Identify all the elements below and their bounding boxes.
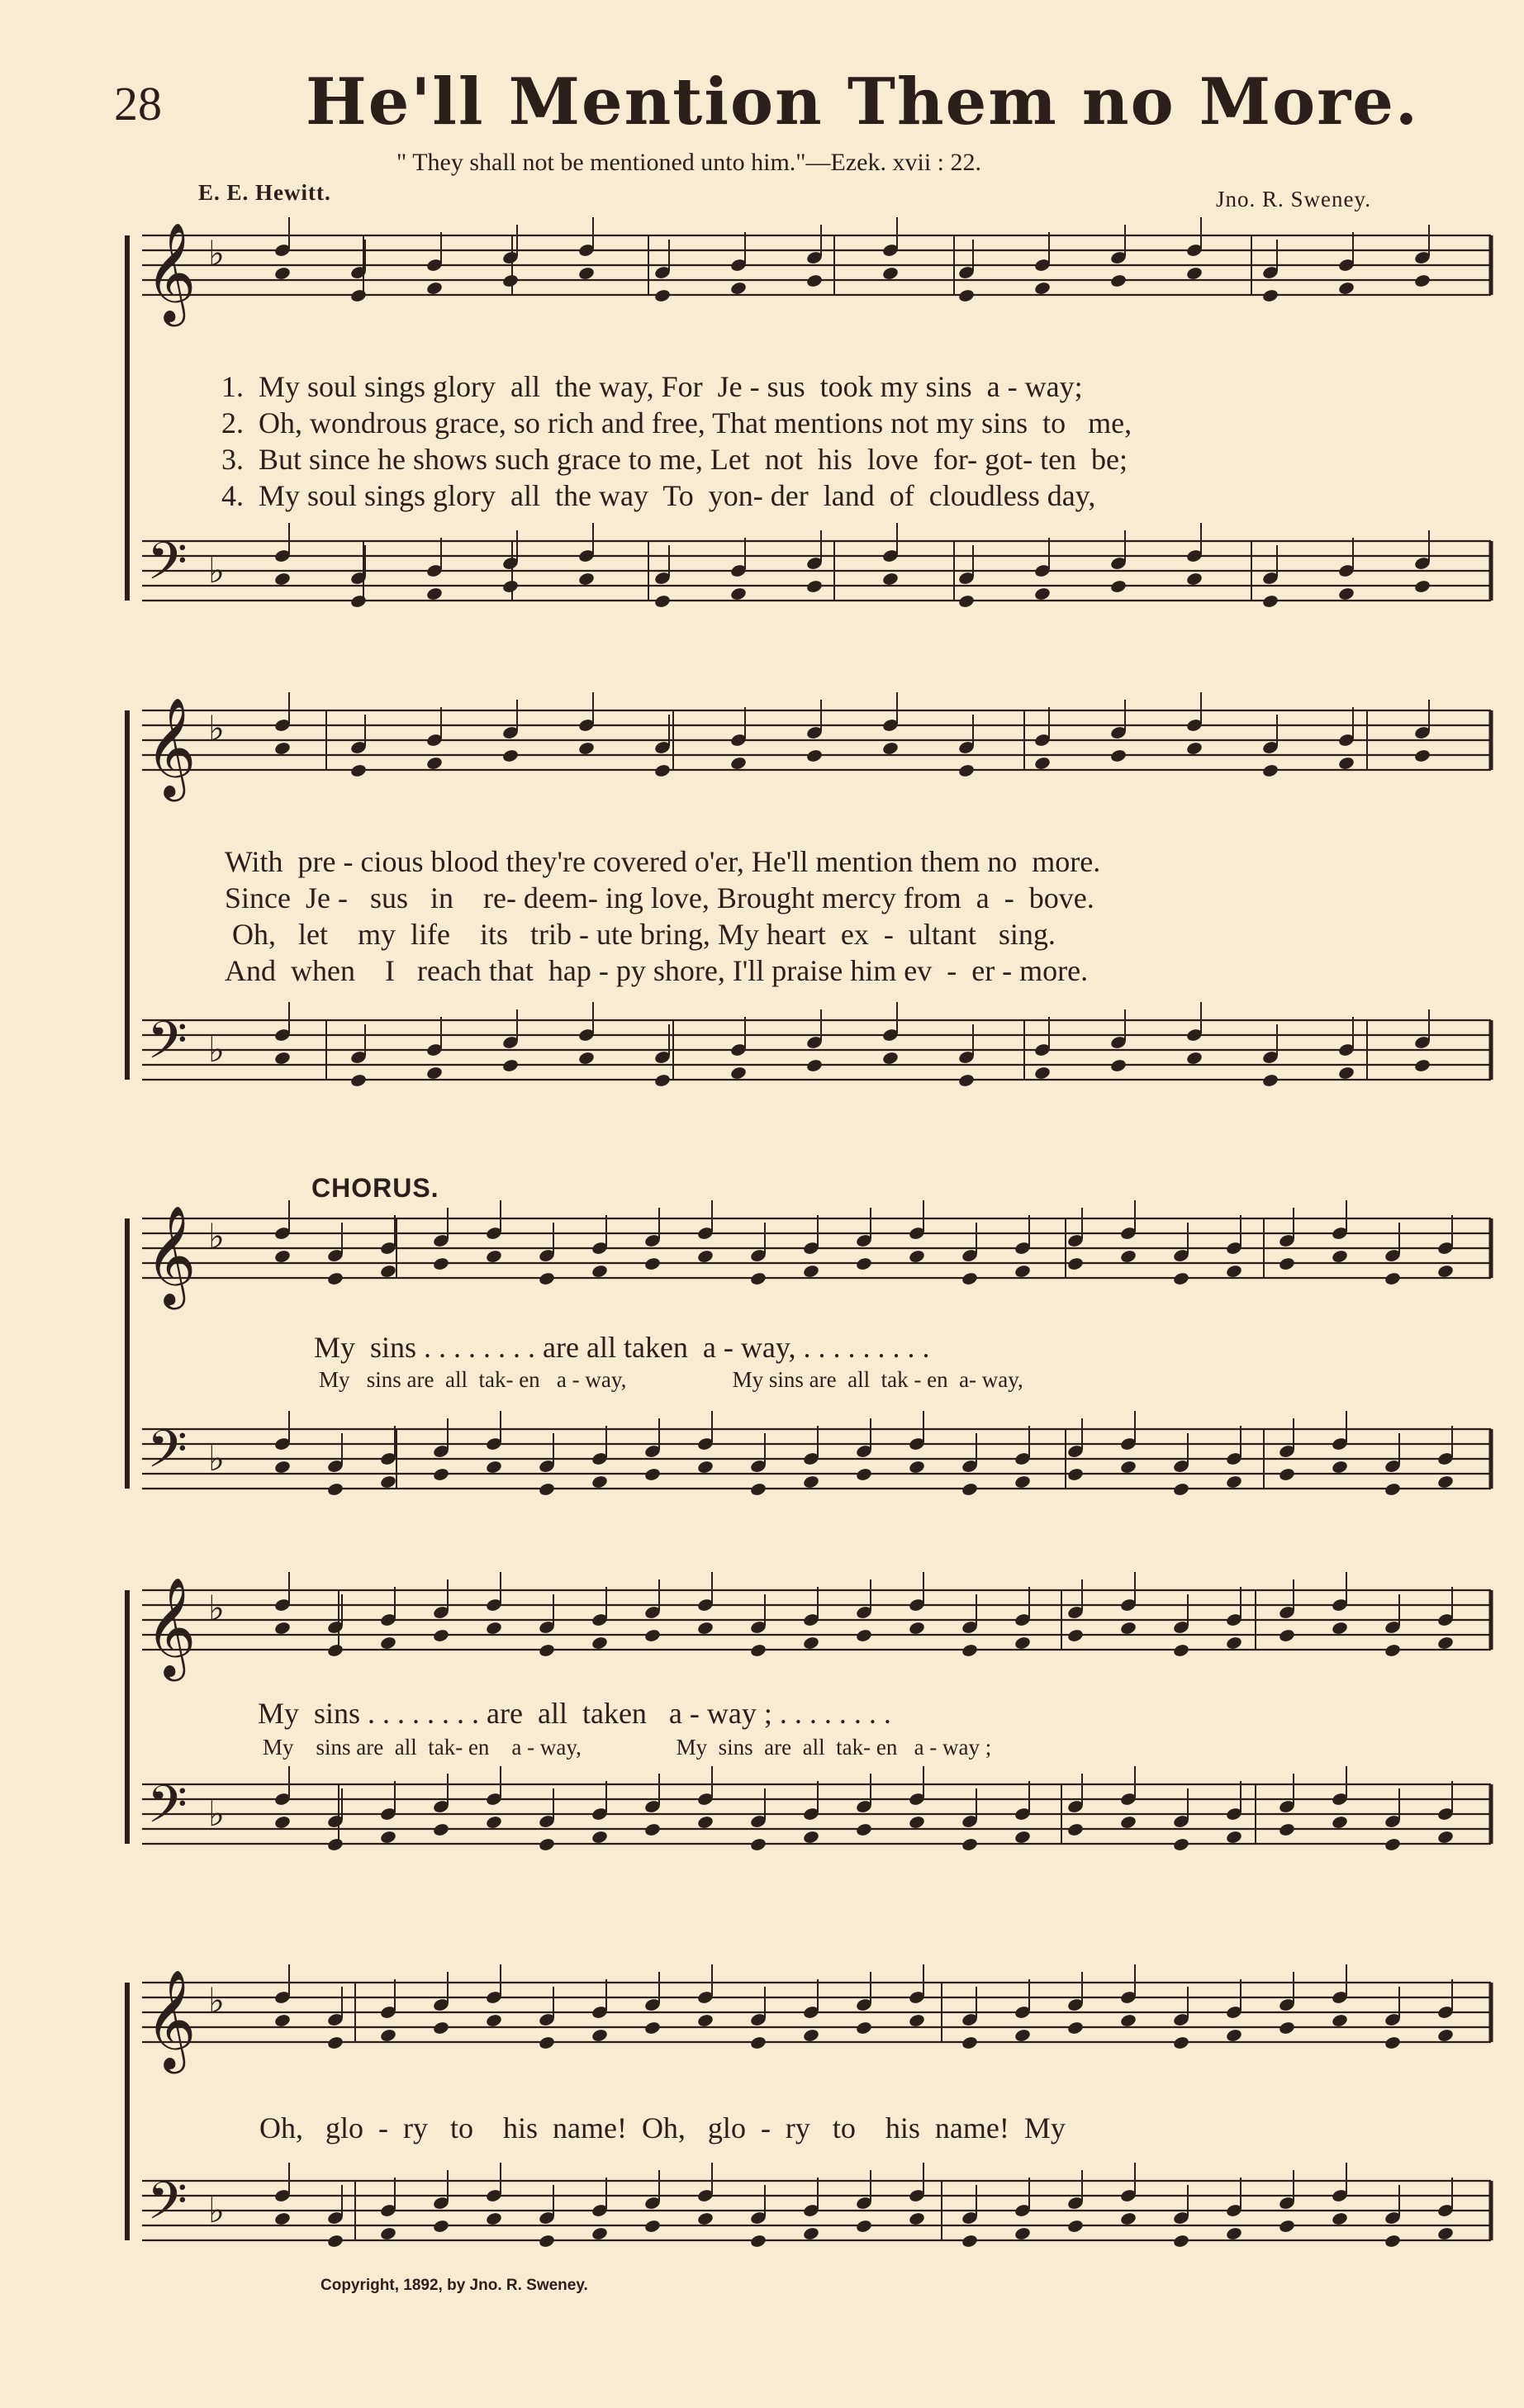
note-head [1436, 1830, 1454, 1845]
note-head [432, 1467, 449, 1482]
note-head [273, 2211, 291, 2226]
note-head [432, 2021, 449, 2035]
note-head [1331, 1249, 1348, 1264]
note-head [1014, 1636, 1031, 1650]
note-head [696, 1460, 714, 1475]
note-head [643, 1822, 661, 1837]
note-head [379, 1830, 396, 1845]
note-head [653, 763, 671, 778]
note-head [749, 1837, 767, 1852]
note-head [1331, 2013, 1348, 2028]
flat-icon: ♭ [208, 1216, 225, 1256]
note-head [485, 2211, 502, 2226]
note-head [881, 266, 899, 281]
note-head [273, 1621, 291, 1636]
chorus-line-2: My sins . . . . . . . . are all taken a - way ; . . . . . . . . [258, 1697, 891, 1730]
note-head [1109, 748, 1127, 763]
note-head [501, 748, 519, 763]
note-head [432, 1822, 449, 1837]
note-head [1384, 1837, 1401, 1852]
note-head [379, 2028, 396, 2043]
note-head [1413, 579, 1431, 594]
note-head [1261, 763, 1279, 778]
note-head [908, 1621, 925, 1636]
page-number: 28 [114, 77, 162, 131]
note-head [1337, 756, 1355, 771]
note-head [1066, 1628, 1084, 1643]
verse-2-line-2: Since Je - sus in re- deem- ing love, Brought mercy from a - bove. [225, 881, 1094, 914]
note-head [1033, 1066, 1051, 1081]
chorus-line-1-echo: My sins are all tak- en a - way, My sins are all tak - en a- way, [319, 1367, 1023, 1392]
note-head [1185, 572, 1203, 587]
note-head [961, 1643, 978, 1658]
note-head [1066, 1256, 1084, 1271]
note-head [749, 1482, 767, 1497]
verse-1-line-2: With pre - cious blood they're covered o'er, He'll mention them no more. [225, 845, 1101, 878]
note-head [881, 741, 899, 756]
note-head [1014, 1830, 1031, 1845]
note-head [1413, 1058, 1431, 1073]
note-head [577, 572, 595, 587]
note-head [855, 2021, 872, 2035]
note-head [961, 2234, 978, 2249]
note-head [957, 1073, 975, 1088]
flat-icon: ♭ [208, 550, 225, 591]
note-head [1185, 266, 1203, 281]
note-head [1172, 2234, 1189, 2249]
note-head [1331, 1460, 1348, 1475]
note-head [1119, 2013, 1137, 2028]
note-head [749, 2035, 767, 2050]
note-head [1185, 741, 1203, 756]
note-head [1278, 1628, 1295, 1643]
note-head [1119, 2211, 1137, 2226]
verse-4-line-2: And when I reach that hap - py shore, I'll praise him ev - er - more. [225, 954, 1089, 987]
flat-icon: ♭ [208, 1980, 225, 2021]
note-head [1185, 1051, 1203, 1066]
note-head [908, 2211, 925, 2226]
flat-icon: ♭ [208, 1793, 225, 1834]
note-head [802, 2226, 819, 2241]
note-head [749, 2234, 767, 2249]
note-head [577, 266, 595, 281]
note-head [379, 2226, 396, 2241]
note-head [957, 594, 975, 609]
note-head [1066, 1467, 1084, 1482]
note-head [538, 2234, 555, 2249]
note-head [379, 1636, 396, 1650]
note-head [1436, 1475, 1454, 1489]
treble-clef-icon: 𝄞 [145, 1576, 197, 1677]
note-head [349, 1073, 367, 1088]
lyricist-credit: E. E. Hewitt. [198, 180, 331, 205]
note-head [1436, 1264, 1454, 1279]
note-head [908, 1460, 925, 1475]
note-head [1278, 2021, 1295, 2035]
note-head [1331, 2211, 1348, 2226]
note-head [855, 1467, 872, 1482]
note-head [643, 1256, 661, 1271]
note-head [1172, 1482, 1189, 1497]
flat-icon: ♭ [208, 233, 225, 273]
note-head [1384, 1482, 1401, 1497]
note-head [349, 763, 367, 778]
chorus-label: CHORUS. [311, 1173, 439, 1203]
note-head [577, 741, 595, 756]
note-head [1033, 587, 1051, 601]
treble-clef-icon: 𝄞 [145, 1204, 197, 1305]
note-head [1337, 587, 1355, 601]
note-head [485, 1460, 502, 1475]
note-head [957, 288, 975, 303]
note-head [485, 1249, 502, 1264]
flat-icon: ♭ [208, 1588, 225, 1628]
note-head [729, 587, 747, 601]
note-head [1225, 2226, 1242, 2241]
note-head [749, 1271, 767, 1286]
note-head [1278, 1467, 1295, 1482]
note-head [485, 1815, 502, 1830]
scripture-epigraph: " They shall not be mentioned unto him."—Ezek. xvii : 22. [396, 149, 982, 176]
flat-icon: ♭ [208, 1438, 225, 1479]
note-head [591, 1475, 608, 1489]
note-head [908, 1249, 925, 1264]
note-head [1014, 1475, 1031, 1489]
note-head [1413, 273, 1431, 288]
note-head [643, 1628, 661, 1643]
note-head [425, 281, 443, 296]
note-head [349, 594, 367, 609]
note-head [653, 594, 671, 609]
flat-icon: ♭ [208, 708, 225, 748]
note-head [1225, 2028, 1242, 2043]
note-head [432, 1628, 449, 1643]
note-head [1278, 2219, 1295, 2234]
note-head [577, 1051, 595, 1066]
note-head [1384, 2234, 1401, 2249]
note-head [326, 2234, 344, 2249]
note-head [1014, 2028, 1031, 2043]
verse-3-line-1: 3. But since he shows such grace to me, Let not his love for- got- ten be; [221, 443, 1128, 476]
note-head [1119, 1249, 1137, 1264]
note-head [501, 1058, 519, 1073]
note-head [425, 1066, 443, 1081]
note-head [961, 1837, 978, 1852]
flat-icon: ♭ [208, 2190, 225, 2230]
note-head [1172, 1837, 1189, 1852]
note-head [696, 1621, 714, 1636]
note-head [805, 1058, 823, 1073]
treble-clef-icon: 𝄞 [145, 221, 197, 322]
note-head [273, 2013, 291, 2028]
note-head [696, 2211, 714, 2226]
note-head [653, 1073, 671, 1088]
note-head [1225, 1830, 1242, 1845]
note-head [1337, 1066, 1355, 1081]
note-head [805, 748, 823, 763]
note-head [538, 1643, 555, 1658]
composer-credit: Jno. R. Sweney. [1216, 187, 1371, 211]
note-head [1119, 1815, 1137, 1830]
note-head [538, 2035, 555, 2050]
note-head [855, 1822, 872, 1837]
verse-4-line-1: 4. My soul sings glory all the way To yon- der land of cloudless day, [221, 479, 1096, 512]
hymn-title: He'll Mention Them no More. [306, 64, 1420, 140]
note-head [273, 1815, 291, 1830]
note-head [881, 1051, 899, 1066]
note-head [1413, 748, 1431, 763]
note-head [1261, 288, 1279, 303]
note-head [1384, 1643, 1401, 1658]
verse-3-line-2: Oh, let my life its trib - ute bring, My heart ex - ultant sing. [225, 918, 1056, 951]
note-head [1278, 1256, 1295, 1271]
bass-clef-icon: 𝄢 [147, 1418, 188, 1492]
note-head [805, 579, 823, 594]
note-head [485, 1621, 502, 1636]
note-head [326, 1837, 344, 1852]
note-head [326, 2035, 344, 2050]
note-head [908, 1815, 925, 1830]
note-head [802, 1636, 819, 1650]
note-head [1033, 756, 1051, 771]
note-head [908, 2013, 925, 2028]
note-head [1225, 1264, 1242, 1279]
note-head [729, 1066, 747, 1081]
note-head [538, 1271, 555, 1286]
note-head [855, 1628, 872, 1643]
note-head [961, 1482, 978, 1497]
note-head [1261, 1073, 1279, 1088]
bass-clef-icon: 𝄢 [147, 530, 188, 604]
note-head [855, 1256, 872, 1271]
note-head [1066, 2021, 1084, 2035]
note-head [643, 1467, 661, 1482]
note-head [881, 572, 899, 587]
note-head [749, 1643, 767, 1658]
flat-icon: ♭ [208, 1029, 225, 1070]
note-head [802, 1830, 819, 1845]
note-head [802, 1475, 819, 1489]
note-head [591, 2226, 608, 2241]
bass-clef-icon: 𝄢 [147, 2170, 188, 2244]
verse-2-line-1: 2. Oh, wondrous grace, so rich and free, That mentions not my sins to me, [221, 406, 1132, 439]
chorus-line-2-echo: My sins are all tak- en a - way, My sins are all tak- en a - way ; [263, 1735, 992, 1760]
note-head [485, 2013, 502, 2028]
note-head [696, 1815, 714, 1830]
note-head [273, 1249, 291, 1264]
note-head [1261, 594, 1279, 609]
note-head [1436, 1636, 1454, 1650]
note-head [1337, 281, 1355, 296]
chorus-line-3: Oh, glo - ry to his name! Oh, glo - ry to his name! My [259, 2111, 1066, 2144]
note-head [1066, 1822, 1084, 1837]
note-head [273, 266, 291, 281]
note-head [1384, 1271, 1401, 1286]
note-head [273, 1051, 291, 1066]
note-head [349, 288, 367, 303]
note-head [425, 756, 443, 771]
note-head [961, 1271, 978, 1286]
note-head [1066, 2219, 1084, 2234]
note-head [591, 1264, 608, 1279]
note-head [1033, 281, 1051, 296]
note-head [1225, 1475, 1242, 1489]
bass-clef-icon: 𝄢 [147, 1774, 188, 1847]
note-head [326, 1271, 344, 1286]
note-head [379, 1264, 396, 1279]
copyright-notice: Copyright, 1892, by Jno. R. Sweney. [320, 2277, 588, 2294]
note-head [379, 1475, 396, 1489]
note-head [432, 1256, 449, 1271]
note-head [653, 288, 671, 303]
note-head [643, 2219, 661, 2234]
note-head [1225, 1636, 1242, 1650]
note-head [273, 572, 291, 587]
note-head [1331, 1621, 1348, 1636]
note-head [273, 1460, 291, 1475]
note-head [425, 587, 443, 601]
note-head [1172, 1643, 1189, 1658]
note-head [501, 579, 519, 594]
chorus-line-1: My sins . . . . . . . . are all taken a - way, . . . . . . . . . [314, 1331, 930, 1364]
note-head [1109, 273, 1127, 288]
note-head [696, 2013, 714, 2028]
note-head [802, 2028, 819, 2043]
note-head [855, 2219, 872, 2234]
note-head [432, 2219, 449, 2234]
note-head [1436, 2226, 1454, 2241]
note-head [326, 1643, 344, 1658]
note-head [501, 273, 519, 288]
note-head [643, 2021, 661, 2035]
note-head [591, 1636, 608, 1650]
note-head [591, 1830, 608, 1845]
note-head [591, 2028, 608, 2043]
note-head [1436, 2028, 1454, 2043]
note-head [273, 741, 291, 756]
verse-1-line-1: 1. My soul sings glory all the way, For Je - sus took my sins a - way; [221, 370, 1083, 403]
note-head [538, 1837, 555, 1852]
treble-clef-icon: 𝄞 [145, 1969, 197, 2069]
note-head [729, 281, 747, 296]
note-head [802, 1264, 819, 1279]
note-head [1278, 1822, 1295, 1837]
note-head [1119, 1621, 1137, 1636]
note-head [1384, 2035, 1401, 2050]
note-head [538, 1482, 555, 1497]
note-head [1014, 2226, 1031, 2241]
note-head [1172, 1271, 1189, 1286]
note-head [1119, 1460, 1137, 1475]
note-head [957, 763, 975, 778]
note-head [1109, 579, 1127, 594]
note-head [729, 756, 747, 771]
note-head [1331, 1815, 1348, 1830]
note-head [696, 1249, 714, 1264]
bass-clef-icon: 𝄢 [147, 1009, 188, 1083]
note-head [961, 2035, 978, 2050]
treble-clef-icon: 𝄞 [145, 696, 197, 797]
note-head [1014, 1264, 1031, 1279]
note-head [326, 1482, 344, 1497]
note-head [1109, 1058, 1127, 1073]
note-head [805, 273, 823, 288]
note-head [1172, 2035, 1189, 2050]
